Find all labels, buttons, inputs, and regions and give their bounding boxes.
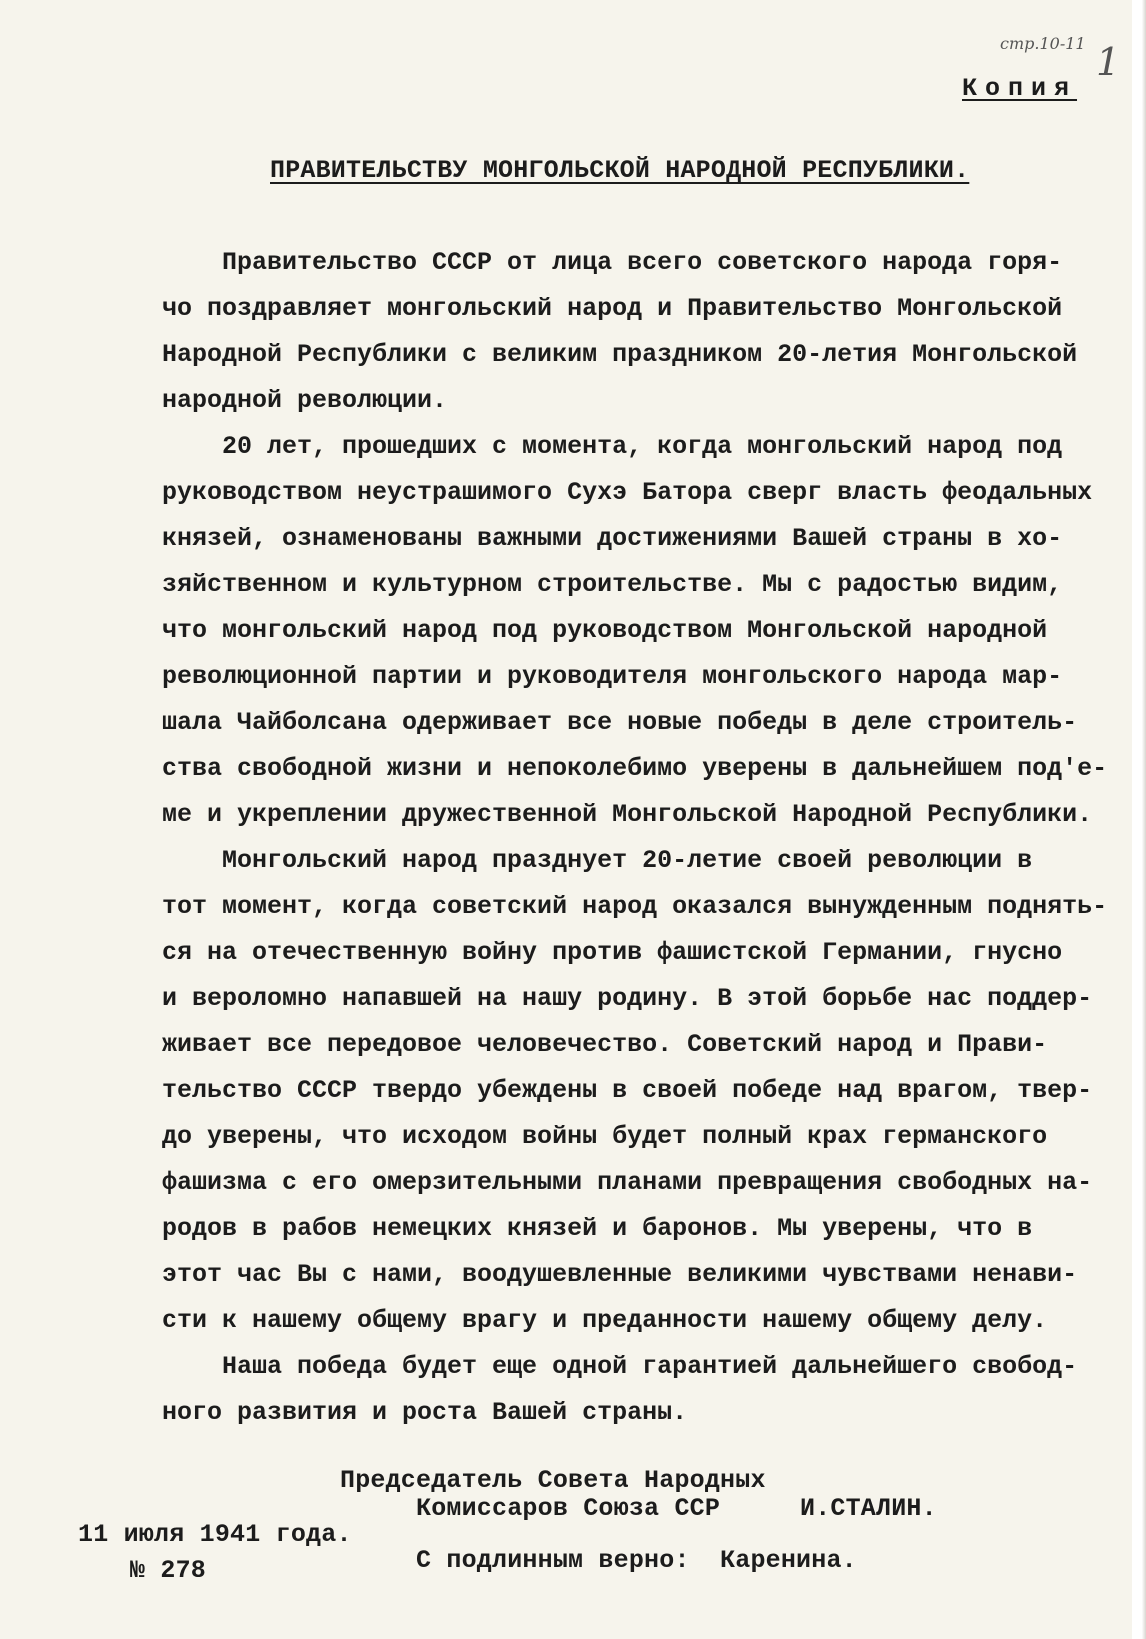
page-number-note: 1	[1096, 40, 1121, 84]
body-line: руководством неустрашимого Сухэ Батора сверг власть феодальных	[162, 478, 1093, 507]
body-line: 20 лет, прошедших с момента, когда монгольский народ под	[162, 432, 1063, 461]
body-line: что монгольский народ под руководством Монгольской народной	[162, 616, 1048, 645]
page-edge	[1132, 0, 1146, 1639]
body-line: фашизма с его омерзительными планами превращения свободных на-	[162, 1168, 1093, 1197]
document-date: 11 июля 1941 года.	[78, 1520, 352, 1549]
page-reference-note: стр.10-11	[1000, 34, 1086, 53]
body-line: зяйственном и культурном строительстве. Мы с радостью видим,	[162, 570, 1063, 599]
body-line: живает все передовое человечество. Советский народ и Прави-	[162, 1030, 1048, 1059]
body-line: революционной партии и руководителя монгольского народа мар-	[162, 662, 1063, 691]
copy-label: Копия	[962, 74, 1078, 103]
body-line: тот момент, когда советский народ оказался вынужденным поднять-	[162, 892, 1108, 921]
signatory-position-line1: Председатель Совета Народных	[340, 1466, 766, 1495]
body-line: князей, ознаменованы важными достижениями Вашей страны в хо-	[162, 524, 1063, 553]
body-line: народной революции.	[162, 386, 448, 415]
body-line: Правительство СССР от лица всего советского народа горя-	[162, 248, 1063, 277]
body-line: родов в рабов немецких князей и баронов. Мы уверены, что в	[162, 1214, 1033, 1243]
body-line: Монгольский народ празднует 20-летие своей революции в	[162, 846, 1033, 875]
body-line: Наша победа будет еще одной гарантией дальнейшего свобод-	[162, 1352, 1078, 1381]
body-line: ного развития и роста Вашей страны.	[162, 1398, 688, 1427]
body-line: ся на отечественную войну против фашистской Германии, гнусно	[162, 938, 1063, 967]
body-line: Народной Республики с великим праздником 20-летия Монгольской	[162, 340, 1078, 369]
body-line: ства свободной жизни и непоколебимо уверены в дальнейшем под'е-	[162, 754, 1108, 783]
certification-line: С подлинным верно: Каренина.	[416, 1546, 857, 1575]
signatory-name: И.СТАЛИН.	[800, 1494, 937, 1523]
body-line: ме и укреплении дружественной Монгольской Народной Республики.	[162, 800, 1093, 829]
signatory-position-line2: Комиссаров Союза ССР	[416, 1494, 721, 1523]
body-line: и вероломно напавшей на нашу родину. В этой борьбе нас поддер-	[162, 984, 1093, 1013]
document-number: № 278	[130, 1556, 207, 1585]
body-line: шала Чайболсана одерживает все новые победы в деле строитель-	[162, 708, 1078, 737]
document-title: ПРАВИТЕЛЬСТВУ МОНГОЛЬСКОЙ НАРОДНОЙ РЕСПУБЛИКИ.	[270, 156, 970, 185]
body-line: до уверены, что исходом войны будет полный крах германского	[162, 1122, 1048, 1151]
body-line: этот час Вы с нами, воодушевленные великими чувствами ненави-	[162, 1260, 1078, 1289]
body-line: сти к нашему общему врагу и преданности нашему общему делу.	[162, 1306, 1048, 1335]
body-line: чо поздравляет монгольский народ и Правительство Монгольской	[162, 294, 1063, 323]
body-line: тельство СССР твердо убеждены в своей победе над врагом, твер-	[162, 1076, 1093, 1105]
